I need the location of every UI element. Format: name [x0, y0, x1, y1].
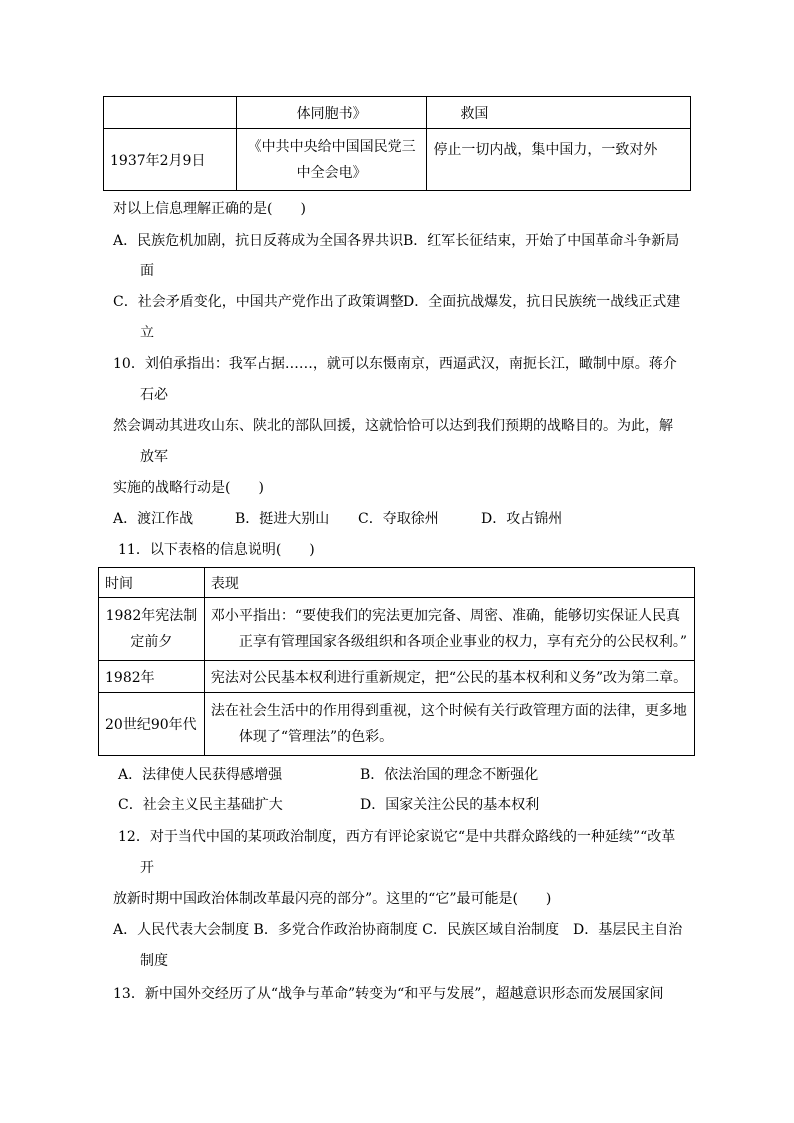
option-d: D．攻占锦州	[481, 511, 563, 527]
option-b-cont: 面	[140, 263, 154, 279]
option-d: D．全面抗战爆发，抗日民族统一战线正式建	[403, 294, 681, 310]
table-cell	[99, 598, 205, 661]
cell-line: 邓小平指出：“要使我们的宪法更加完备、周密、准确，能够切实保证人民真	[210, 608, 681, 624]
table-cell: 1937年2月9日	[104, 129, 237, 191]
question-line: 开	[140, 860, 154, 876]
table-cell	[204, 598, 694, 661]
table-cell	[236, 129, 427, 191]
table-cell	[204, 693, 694, 756]
question-line: 12．对于当代中国的某项政治制度，西方有评论家说它“是中共群众路线的一种延续”“改革	[118, 829, 676, 845]
cell-line: 《中共中央给中国国民党三	[247, 138, 416, 155]
table-row	[99, 661, 695, 693]
table-cell: 停止一切内战，集中国力，一致对外	[427, 129, 691, 191]
cell-line: 中全会电》	[296, 164, 367, 181]
table-cell: 宪法对公民基本权利进行重新规定，把“公民的基本权利和义务”改为第二章。	[204, 661, 694, 693]
cell-line: 体现了“管理法”的色彩。	[238, 729, 394, 745]
table-row	[104, 97, 691, 129]
question-stem: 11．以下表格的信息说明( )	[118, 542, 315, 558]
option-c: C．社会矛盾变化，中国共产党作出了政策调整	[113, 294, 404, 310]
question-line: 放新时期中国政治体制改革最闪亮的部分”。这里的“它”最可能是( )	[113, 891, 552, 907]
option-a: A．民族危机加剧，抗日反蒋成为全国各界共识	[113, 233, 404, 249]
question-stem: 对以上信息理解正确的是( )	[113, 201, 306, 217]
option-b: B．依法治国的理念不断强化	[360, 767, 539, 783]
cell-line: 正享有管理国家各级组织和各项企业事业的权力，享有充分的公民权利。”	[238, 634, 688, 650]
question-line: 10．刘伯承指出：我军占据……，就可以东慑南京，西逼武汉，南扼长江，瞰制中原。蒋介	[113, 356, 677, 372]
option-a: A．法律使人民获得感增强	[118, 767, 283, 783]
table-cell: 1982年	[99, 661, 205, 693]
option-a: A．渡江作战	[113, 511, 194, 527]
history-table-1	[103, 96, 691, 191]
table-cell: 救国	[427, 97, 691, 129]
question-line: 然会调动其进攻山东、陕北的部队回援，这就恰恰可以达到我们预期的战略目的。为此，解	[113, 418, 673, 434]
table-row	[104, 129, 691, 191]
question-line: 放军	[140, 449, 168, 465]
option-c: C．社会主义民主基础扩大	[118, 797, 283, 813]
table-header-row	[99, 568, 695, 598]
question-line: 石必	[140, 387, 168, 403]
table-cell: 体同胞书》	[236, 97, 427, 129]
cell-line: 1982年宪法制	[105, 608, 198, 624]
option-d-cont: 立	[140, 325, 154, 341]
column-header: 表现	[204, 568, 694, 598]
table-row	[99, 693, 695, 756]
column-header: 时间	[99, 568, 205, 598]
option-b: B．挺进大别山	[235, 511, 330, 527]
option-c: C．夺取徐州	[358, 511, 439, 527]
history-table-2	[98, 567, 695, 756]
question-line: 实施的战略行动是( )	[113, 480, 264, 496]
table-cell: 20世纪90年代	[99, 693, 205, 756]
cell-line: 定前夕	[130, 634, 173, 650]
option-d: D．国家关注公民的基本权利	[360, 797, 540, 813]
option-b: B．红军长征结束，开始了中国革命斗争新局	[403, 233, 680, 249]
cell-line: 法在社会生活中的作用得到重视，这个时候有关行政管理方面的法律，更多地	[210, 703, 687, 719]
table-cell	[104, 97, 237, 129]
question-line: 13．新中国外交经历了从“战争与革命”转变为“和平与发展”，超越意识形态而发展国家间	[113, 986, 664, 1002]
options-line-cont: 制度	[140, 953, 168, 969]
table-row	[99, 598, 695, 661]
options-line: A．人民代表大会制度 B．多党合作政治协商制度 C．民族区域自治制度 D．基层民主自治	[113, 922, 683, 938]
